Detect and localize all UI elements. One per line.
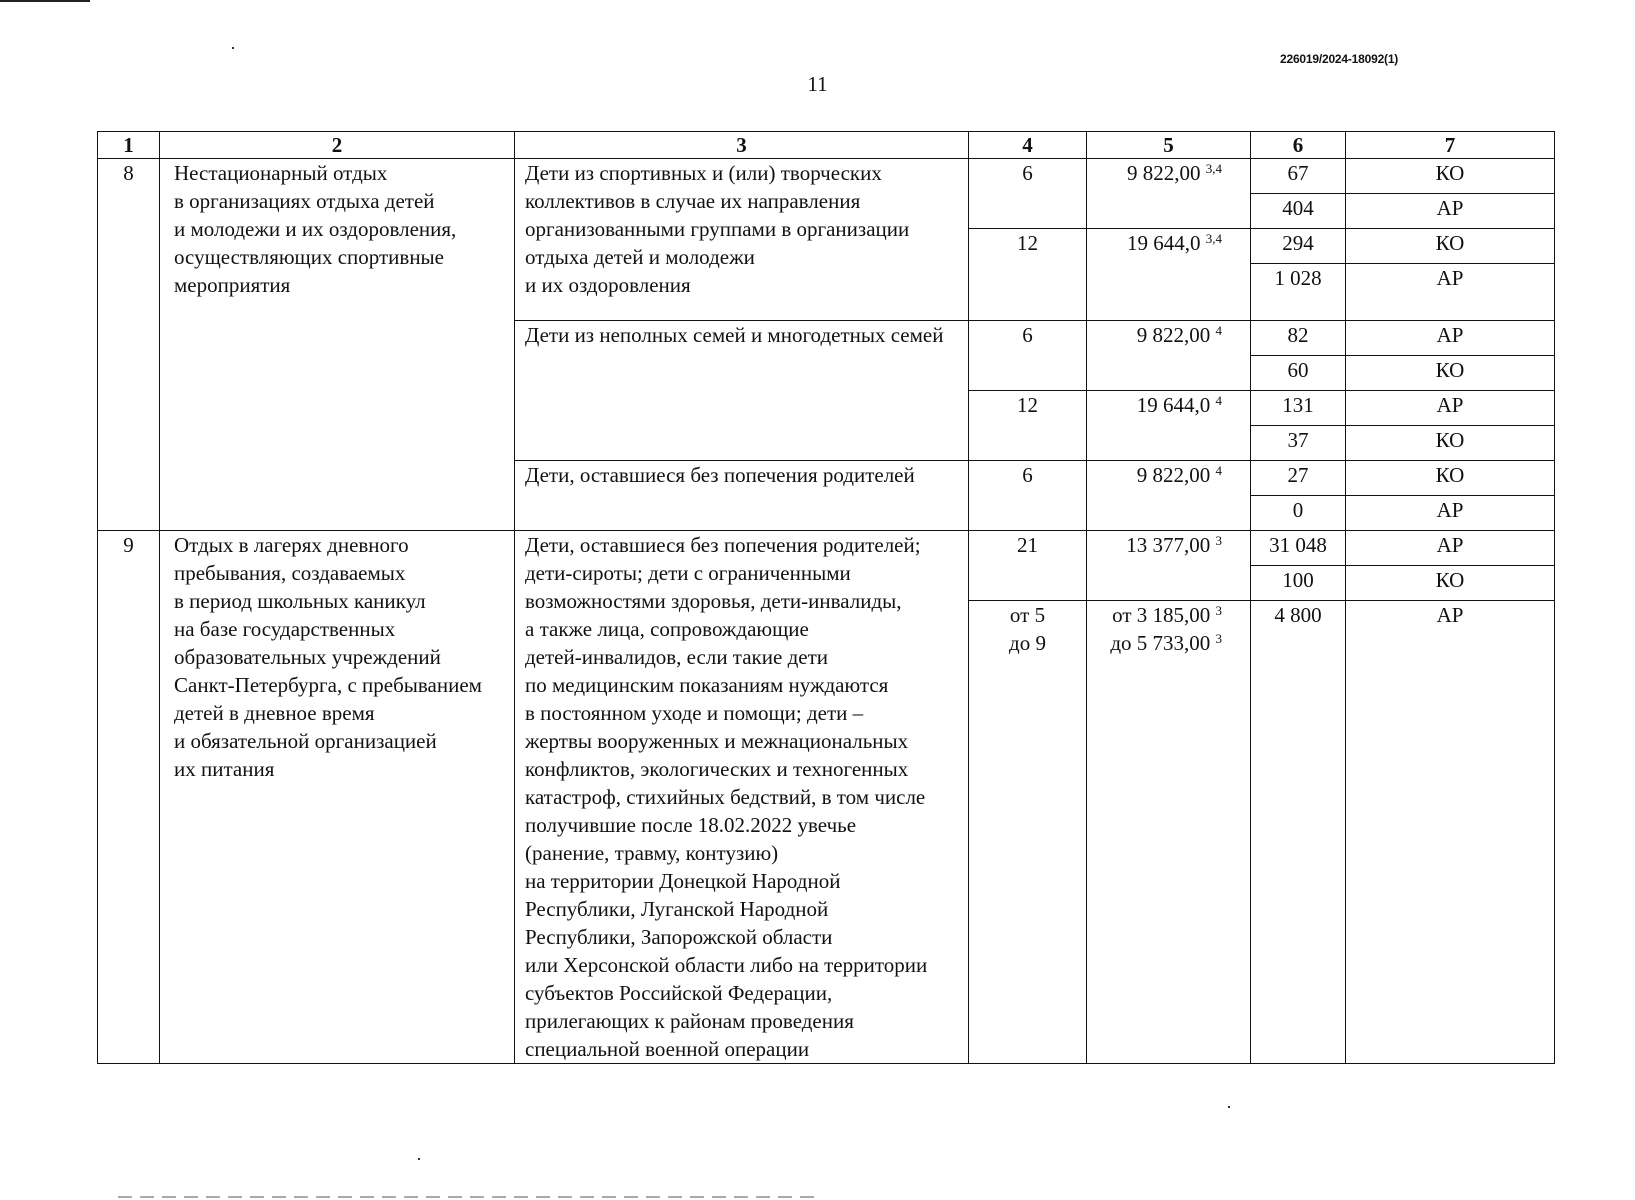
duration-days: 6 — [969, 159, 1087, 229]
service-name: Отдых в лагерях дневного пребывания, создаваемых в период школьных каникул на базе государственных образовательных учреждений Санкт-Петербурга, с пребыванием детей в дневное время и обязательной организацией их питания — [160, 531, 515, 1064]
column-header: 7 — [1346, 132, 1555, 159]
price: 9 822,00 $^4$ — [1087, 321, 1251, 391]
quantity: 31 048 — [1251, 531, 1346, 566]
quantity: 294 — [1251, 229, 1346, 264]
quantity: 1 028 — [1251, 264, 1346, 321]
quantity: 27 — [1251, 461, 1346, 496]
duration-days: 21 — [969, 531, 1087, 601]
duration-days: 12 — [969, 229, 1087, 321]
scan-artifact — [118, 1196, 818, 1198]
scan-speck — [1228, 1106, 1230, 1108]
source-code: КО — [1346, 356, 1555, 391]
price: 19 644,0 $^{3,4}$ — [1087, 229, 1251, 321]
tariff-table — [97, 131, 1555, 1064]
scan-speck — [418, 1158, 420, 1160]
source-code: АР — [1346, 321, 1555, 356]
price: 13 377,00 $^3$ — [1087, 531, 1251, 601]
page-number: 11 — [807, 72, 828, 96]
column-header: 1 — [98, 132, 160, 159]
column-header-row — [98, 132, 1555, 159]
document-id: 226019/2024-18092(1) — [1280, 52, 1399, 66]
service-name: Нестационарный отдых в организациях отдыха детей и молодежи и их оздоровления, осуществляющих спортивные мероприятия — [160, 159, 515, 531]
source-code: АР — [1346, 264, 1555, 321]
quantity: 37 — [1251, 426, 1346, 461]
duration-range: от 5 до 9 — [969, 601, 1087, 1064]
scan-edge-line — [0, 0, 90, 2]
column-header: 6 — [1251, 132, 1346, 159]
quantity: 67 — [1251, 159, 1346, 194]
category-text: Дети из неполных семей и многодетных семей — [515, 321, 969, 461]
source-code: АР — [1346, 601, 1555, 1064]
category-text: Дети, оставшиеся без попечения родителей — [515, 461, 969, 531]
source-code: АР — [1346, 496, 1555, 531]
column-header: 3 — [515, 132, 969, 159]
column-header: 5 — [1087, 132, 1251, 159]
source-code: КО — [1346, 461, 1555, 496]
category-text: Дети, оставшиеся без попечения родителей; дети-сироты; дети с ограниченными возможностями здоровья, дети-инвалиды, а также лица, сопровождающие детей-инвалидов, если такие дети по медицинским показаниям нуждаются в постоянном уходе и помощи; дети – жертвы вооруженных и межнациональных конфликтов, экологических и техногенных катастроф, стихийных бедствий, в том числе получившие после 18.02.2022 увечье (ранение, травму, контузию) на территории Донецкой Народной Республики, Луганской Народной Республики, Запорожской области или Херсонской области либо на территории субъектов Российской Федерации, прилегающих к районам проведения специальной военной операции — [515, 531, 969, 1064]
quantity: 0 — [1251, 496, 1346, 531]
duration-days: 6 — [969, 461, 1087, 531]
source-code: КО — [1346, 229, 1555, 264]
source-code: КО — [1346, 566, 1555, 601]
scan-speck — [232, 47, 234, 49]
column-header: 4 — [969, 132, 1087, 159]
quantity: 404 — [1251, 194, 1346, 229]
price: 9 822,00 $^{3,4}$ — [1087, 159, 1251, 229]
source-code: АР — [1346, 194, 1555, 229]
category-text: Дети из спортивных и (или) творческих коллективов в случае их направления организованными группами в организации отдыха детей и молодежи и их оздоровления — [515, 159, 969, 321]
price: 9 822,00 $^4$ — [1087, 461, 1251, 531]
table-row — [98, 159, 1555, 194]
source-code: КО — [1346, 426, 1555, 461]
duration-days: 6 — [969, 321, 1087, 391]
duration-days: 12 — [969, 391, 1087, 461]
table-row — [98, 531, 1555, 566]
quantity: 4 800 — [1251, 601, 1346, 1064]
price: 19 644,0 $^4$ — [1087, 391, 1251, 461]
source-code: АР — [1346, 391, 1555, 426]
row-number: 9 — [98, 531, 160, 1064]
price-range: от 3 185,00 $^3$ до 5 733,00 $^3$ — [1087, 601, 1251, 1064]
quantity: 60 — [1251, 356, 1346, 391]
source-code: КО — [1346, 159, 1555, 194]
quantity: 82 — [1251, 321, 1346, 356]
source-code: АР — [1346, 531, 1555, 566]
row-number: 8 — [98, 159, 160, 531]
column-header: 2 — [160, 132, 515, 159]
quantity: 100 — [1251, 566, 1346, 601]
quantity: 131 — [1251, 391, 1346, 426]
